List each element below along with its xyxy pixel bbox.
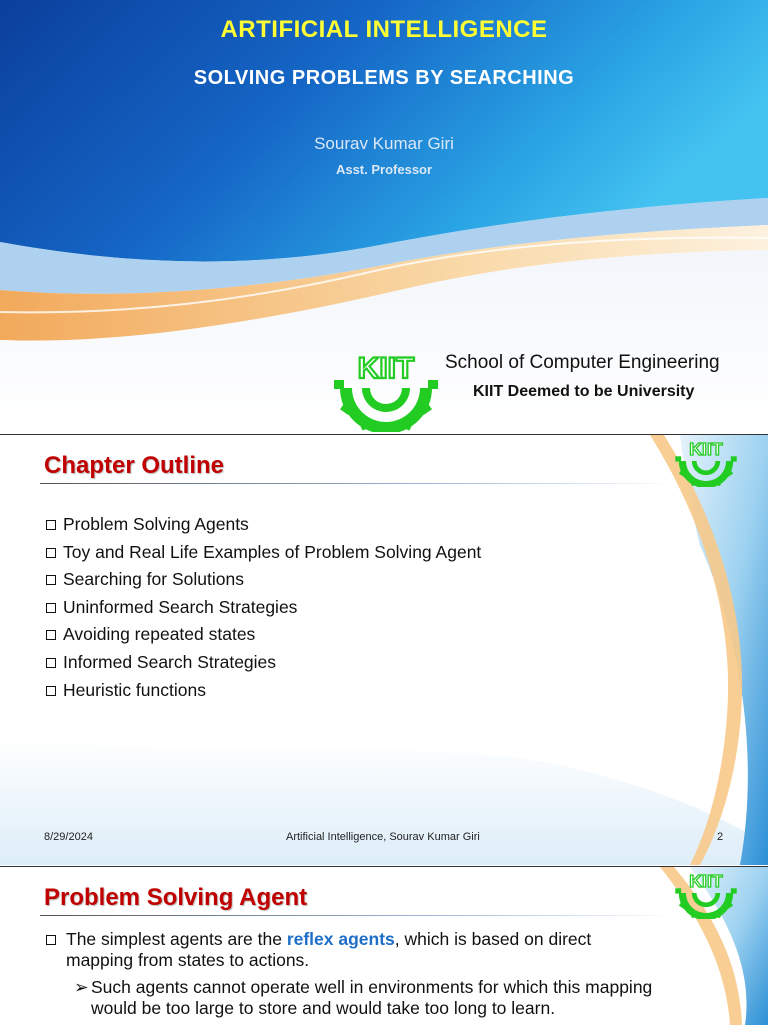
checkbox-bullet-icon (46, 575, 56, 585)
university-name: KIIT Deemed to be University (473, 383, 695, 400)
list-item: Toy and Real Life Examples of Problem Solving Agent (46, 539, 481, 567)
checkbox-bullet-icon (46, 548, 56, 558)
checkbox-bullet-icon (46, 630, 56, 640)
checkbox-bullet-icon (46, 686, 56, 696)
outline-list (46, 511, 481, 704)
checkbox-bullet-icon (46, 935, 56, 945)
arrow-bullet-icon: ➢ (74, 977, 89, 997)
list-item: Problem Solving Agents (46, 511, 481, 539)
list-item: Uninformed Search Strategies (46, 594, 481, 622)
kiit-logo-small-text: KIIT (689, 439, 723, 460)
school-name: School of Computer Engineering (445, 352, 720, 373)
list-item: Informed Search Strategies (46, 649, 481, 677)
kiit-logo (332, 344, 440, 432)
footer-date: 8/29/2024 (44, 831, 93, 843)
kiit-logo-small (672, 435, 740, 487)
title-slide (0, 0, 768, 432)
list-item: Searching for Solutions (46, 566, 481, 594)
heading-divider (40, 483, 680, 484)
kiit-logo-small-text: KIIT (689, 871, 723, 892)
bullet-paragraph: The simplest agents are the reflex agents, which is based on direct mapping from states to actions. (46, 929, 646, 971)
kiit-logo-small (672, 867, 740, 919)
page-number: 2 (717, 831, 724, 843)
problem-solving-slide (0, 866, 768, 1025)
sub-bullet-paragraph: ➢ Such agents cannot operate well in environments for which this mapping would be too large to store and would take too long to learn. (74, 977, 653, 1018)
reflex-agents-highlight: reflex agents (286, 929, 395, 949)
footer-title: Artificial Intelligence, Sourav Kumar Giri (286, 831, 480, 843)
author-role: Asst. Professor (335, 162, 433, 177)
checkbox-bullet-icon (46, 603, 56, 613)
checkbox-bullet-icon (46, 658, 56, 668)
outline-heading: Chapter Outline (44, 452, 225, 479)
list-item: Heuristic functions (46, 677, 481, 705)
heading-divider (40, 915, 680, 916)
presentation-subtitle: SOLVING PROBLEMS BY SEARCHING (193, 67, 575, 89)
problem-heading: Problem Solving Agent (44, 884, 308, 911)
presentation-title: ARTIFICIAL INTELLIGENCE (220, 16, 548, 43)
kiit-logo-text: KIIT (357, 352, 415, 385)
author-name: Sourav Kumar Giri (314, 134, 454, 153)
checkbox-bullet-icon (46, 520, 56, 530)
outline-slide (0, 434, 768, 865)
list-item: Avoiding repeated states (46, 621, 481, 649)
